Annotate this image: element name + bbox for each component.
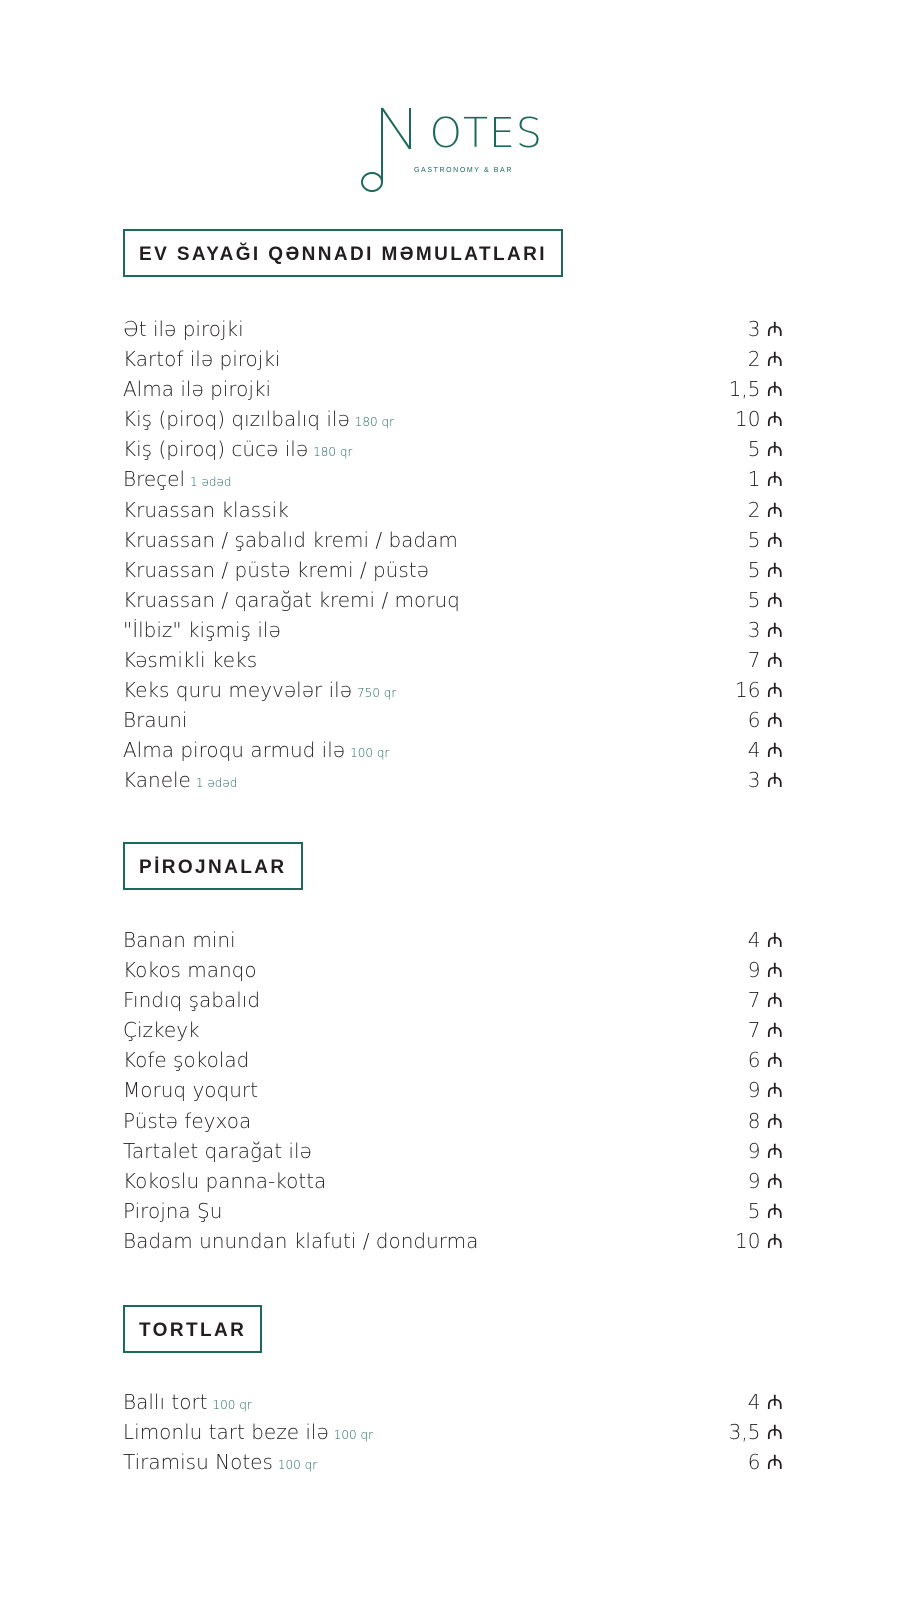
menu-item [123,585,783,615]
item-title: Alma piroqu armud ilə [123,738,346,763]
menu-item [123,1447,783,1477]
item-title: Kiş (piroq) cücə ilə [123,437,309,462]
item-price: 1 ₼ [747,467,783,492]
item-price: 3 ₼ [747,768,783,793]
item-price: 1,5 ₼ [728,377,783,402]
item-name [123,985,260,1015]
item-title: Püstə feyxoa [123,1108,252,1133]
item-name [123,495,289,525]
menu-item [123,344,783,374]
item-portion-note: 750 qr [357,686,397,701]
item-price: 5 ₼ [747,437,783,462]
item-name [123,765,237,798]
section-pastries [123,842,783,1253]
item-price: 6 ₼ [747,1450,783,1475]
menu-item [123,705,783,735]
menu-item [123,1075,783,1105]
menu-item [123,675,783,705]
item-name [123,525,458,555]
item-price: 5 ₼ [747,587,783,612]
item-title: Ət ilə pirojki [123,317,244,341]
menu-item [123,735,783,765]
item-title: Moruq yoqurt [123,1078,258,1103]
item-name [123,404,394,437]
item-list [123,925,783,1256]
section-title: TORTLAR [123,1305,262,1353]
item-name [123,555,429,585]
item-title: Keks quru meyvələr ilə [123,678,353,703]
item-name [123,615,281,645]
item-title: Kiş (piroq) qızılbalıq ilə [123,407,350,432]
menu-item [123,1106,783,1136]
menu-item [123,615,783,645]
menu-item [123,555,783,585]
item-title: Ballı tort [123,1390,208,1414]
item-price: 7 ₼ [747,1018,783,1043]
item-name [123,1387,252,1420]
brand-name [398,110,543,156]
item-price: 6 ₼ [747,708,783,733]
item-title: Pirojna Şu [123,1198,223,1223]
item-title: Kokos manqo [123,958,257,983]
item-name [123,434,352,467]
item-name [123,1226,478,1256]
item-price: 7 ₼ [747,988,783,1013]
brand-name-rest: OTES [429,109,543,157]
menu-item [123,404,783,434]
item-title: Kəsmikli keks [123,648,258,673]
item-portion-note: 100 qr [212,1398,252,1412]
item-title: Kruassan / püstə kremi / püstə [123,557,429,582]
item-title: Banan mini [123,928,236,952]
menu-item [123,1166,783,1196]
item-title: Fındıq şabalıd [123,988,261,1013]
item-price: 16 ₼ [734,678,783,703]
menu-item [123,1196,783,1226]
item-portion-note: 1 ədəd [190,475,232,490]
item-name [123,1045,249,1075]
item-price: 9 ₼ [747,958,783,983]
item-price: 5 ₼ [747,1198,783,1223]
menu-item [123,1136,783,1166]
item-portion-note: 100 qr [277,1458,318,1473]
brand-tagline: GASTRONOMY & BAR [414,167,513,174]
item-price: 10 ₼ [734,1228,783,1253]
item-title: Tartalet qarağat ilə [123,1138,312,1163]
item-name [123,955,257,985]
item-price: 5 ₼ [747,527,783,552]
menu-item [123,314,783,344]
section-title: EV SAYAĞI QƏNNADI MƏMULATLARI [123,229,563,277]
item-price: 4 ₼ [747,928,783,952]
menu-item [123,1226,783,1256]
item-price: 4 ₼ [747,738,783,763]
item-name [123,374,271,404]
menu-item [123,1015,783,1045]
item-title: Kartof ilə pirojki [123,347,281,372]
item-title: Tiramisu Notes [123,1450,273,1475]
item-price: 10 ₼ [734,407,783,432]
item-name [123,464,232,497]
item-name [123,1196,222,1226]
item-price: 9 ₼ [747,1138,783,1163]
menu-item [123,925,783,955]
item-title: Kofe şokolad [123,1048,250,1073]
menu-item [123,525,783,555]
item-name [123,314,244,344]
menu-item [123,434,783,464]
item-price: 9 ₼ [747,1168,783,1193]
item-name [123,705,187,735]
item-title: Kokoslu panna-kotta [123,1168,327,1193]
item-name [123,675,396,708]
item-price: 2 ₼ [747,497,783,522]
item-price: 3 ₼ [747,617,783,642]
menu-item [123,464,783,494]
item-title: Kruassan / qarağat kremi / moruq [123,587,460,612]
menu-item [123,985,783,1015]
section-title: PİROJNALAR [123,842,303,890]
item-name [123,735,389,768]
item-title: Kruassan / şabalıd kremi / badam [123,527,458,552]
item-name [123,1166,326,1196]
item-portion-note: 100 qr [350,746,390,761]
item-price: 7 ₼ [747,648,783,673]
item-name [123,585,460,615]
item-portion-note: 1 ədəd [195,776,238,791]
item-price: 3,5 ₼ [728,1420,783,1445]
item-title: Alma ilə pirojki [123,377,272,402]
item-name [123,645,257,675]
item-title: Breçel [123,467,186,492]
item-title: Badam unundan klafuti / dondurma [123,1228,479,1253]
item-title: Brauni [123,708,188,733]
item-name [123,925,236,955]
menu-item [123,645,783,675]
item-name [123,1106,251,1136]
item-price: 3 ₼ [747,317,783,341]
item-title: Çizkeyk [123,1018,200,1043]
section-cakes [123,1305,783,1475]
item-price: 2 ₼ [747,347,783,372]
menu-item [123,374,783,404]
item-price: 4 ₼ [747,1390,783,1414]
item-title: Kanele [123,768,191,793]
menu-item [123,1387,783,1417]
item-name [123,1075,258,1105]
item-name [123,1417,373,1450]
menu-item [123,955,783,985]
menu-item [123,1045,783,1075]
item-price: 6 ₼ [747,1048,783,1073]
item-name [123,1015,200,1045]
item-list [123,314,783,796]
item-list [123,1387,783,1477]
item-portion-note: 180 qr [354,415,395,430]
menu-item [123,1417,783,1447]
item-price: 5 ₼ [747,557,783,582]
menu-item [123,765,783,795]
menu-item [123,495,783,525]
item-portion-note: 180 qr [313,445,353,460]
item-price: 9 ₼ [747,1078,783,1103]
item-name [123,1136,312,1166]
item-name [123,1447,317,1480]
item-price: 8 ₼ [747,1108,783,1133]
section-homemade-pastry [123,229,783,793]
item-title: Kruassan klassik [123,497,289,522]
item-title: "İlbiz" kişmiş ilə [123,617,281,642]
item-title: Limonlu tart beze ilə [123,1420,329,1445]
item-name [123,344,280,374]
item-portion-note: 100 qr [333,1428,374,1443]
brand-logo [360,104,543,200]
